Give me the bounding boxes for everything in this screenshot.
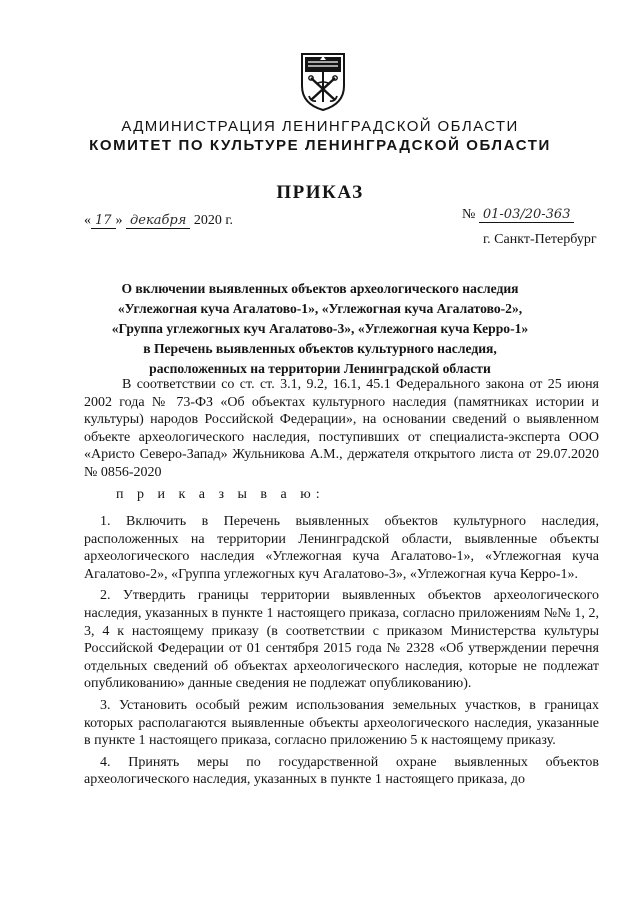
order-item-1: 1. Включить в Перечень выявленных объектов культурного наследия, расположенных на территории Ленинградской области, выявленные объекты археологического наследия «Углежогная куча Агалатово-1», «Углежогная куча Агалатово-2», «Группа углежогных куч Агалатово-3», «Углежогная куча Керро-1». bbox=[84, 514, 599, 582]
subject-line: в Перечень выявленных объектов культурного наследия, bbox=[143, 341, 497, 356]
date-close-quote: » bbox=[115, 213, 123, 228]
order-number bbox=[462, 207, 574, 223]
order-title: ПРИКАЗ bbox=[276, 182, 364, 203]
number-value: 01-03/20-363 bbox=[479, 208, 575, 223]
preamble bbox=[84, 376, 599, 482]
date-month: декабря bbox=[126, 214, 190, 229]
date-year: 2020 г. bbox=[193, 213, 234, 228]
date-day: 17 bbox=[91, 214, 116, 229]
coat-of-arms-icon bbox=[300, 52, 346, 112]
order-item-3: 3. Установить особый режим использования земельных участков, в границах которых располагаются выявленные объекты археологического наследия, указанные в пункте 1 настоящего приказа, согласно приложению 5 к настоящему приказу. bbox=[84, 697, 599, 749]
order-items bbox=[84, 513, 599, 793]
subject-line: «Углежогная куча Агалатово-1», «Углежогная куча Агалатово-2», bbox=[117, 301, 523, 316]
order-city: г. Санкт-Петербург bbox=[483, 232, 597, 247]
subject-line: расположенных на территории Ленинградской области bbox=[149, 361, 491, 376]
date-open-quote: « bbox=[84, 213, 91, 228]
administration-header: АДМИНИСТРАЦИЯ ЛЕНИНГРАДСКОЙ ОБЛАСТИ bbox=[121, 118, 519, 135]
subject-line: О включении выявленных объектов археологического наследия bbox=[121, 281, 519, 296]
committee-header: КОМИТЕТ ПО КУЛЬТУРЕ ЛЕНИНГРАДСКОЙ ОБЛАСТИ bbox=[89, 137, 551, 154]
number-sign: № bbox=[462, 207, 476, 222]
order-item-4: 4. Принять меры по государственной охране выявленных объектов археологического наследия, указанных в пункте 1 настоящего приказа, до bbox=[84, 754, 599, 788]
order-subject bbox=[70, 279, 570, 379]
order-command: п р и к а з ы в а ю: bbox=[116, 487, 325, 502]
subject-line: «Группа углежогных куч Агалатово-3», «Углежогная куча Керро-1» bbox=[111, 321, 529, 336]
preamble-text: В соответствии со ст. ст. 3.1, 9.2, 16.1, 45.1 Федерального закона от 25 июня 2002 года № 73-ФЗ «Об объектах культурного наследия (памятниках истории и культуры) народов Российской Федерации», на основании сведений о выявленном объекте археологического наследия, поступивших от специалиста-эксперта ООО «Аристо Северо-Запад» Жульникова А.М., держателя открытого листа от 29.07.2020 № 0856-2020 bbox=[84, 377, 599, 480]
order-item-2: 2. Утвердить границы территории выявленных объектов археологического наследия, указанных в пункте 1 настоящего приказа, согласно приложениям №№ 1, 2, 3, 4 к настоящему приказу (в соответствии с приказом Министерства культуры Российской Федерации от 01 сентября 2015 года № 2328 «Об утверждении перечня отдельных сведений об объектах археологического наследия, которые не подлежат опубликованию» данные сведения не подлежат опубликованию). bbox=[84, 588, 599, 692]
order-date bbox=[84, 213, 233, 229]
